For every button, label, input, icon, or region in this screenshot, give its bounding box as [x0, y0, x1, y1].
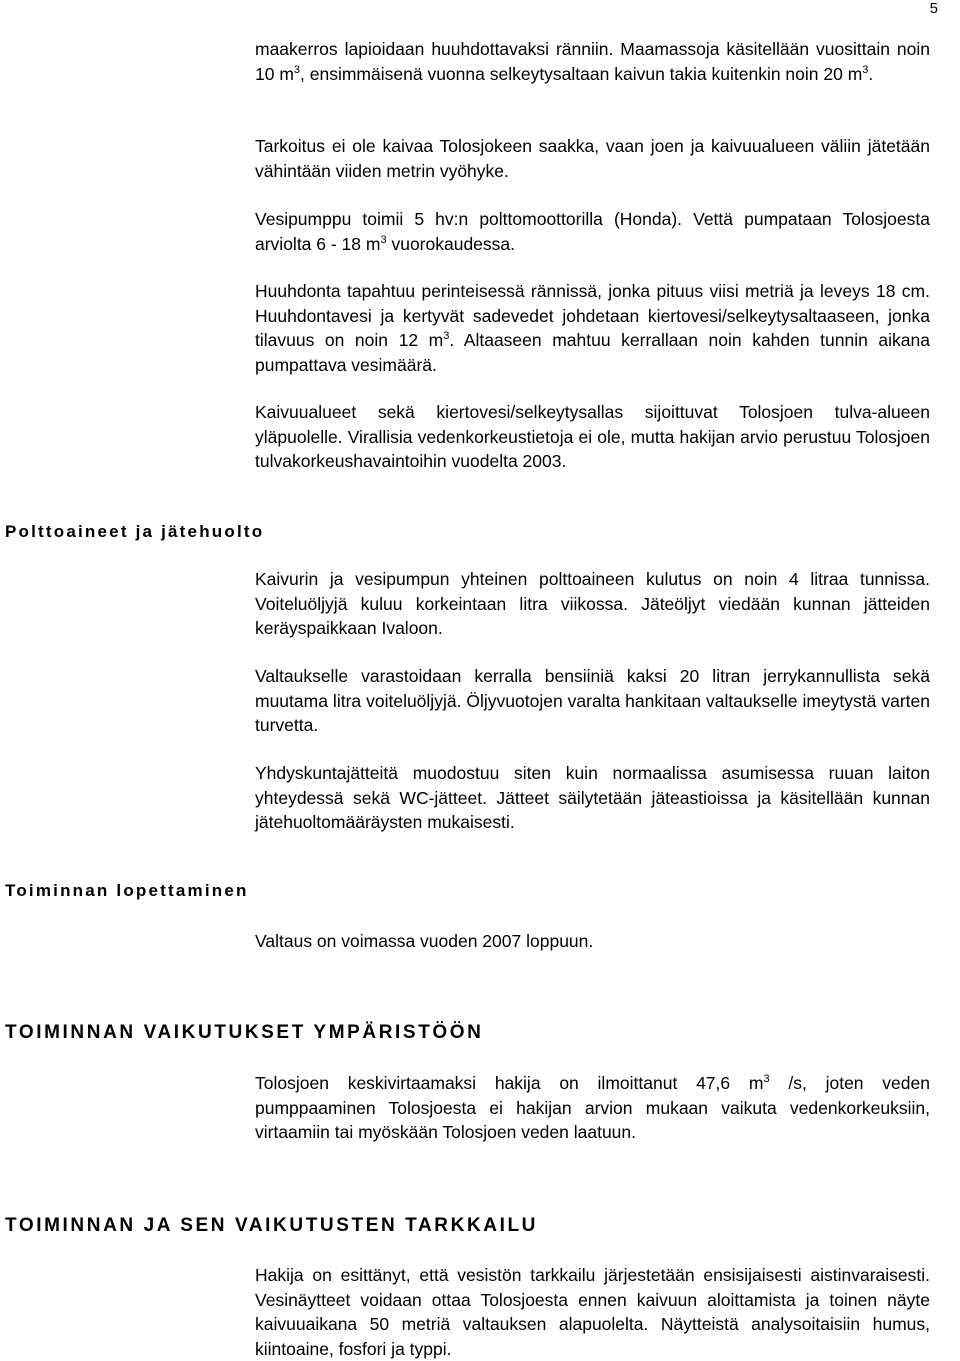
- heading-tarkkailu: TOIMINNAN JA SEN VAIKUTUSTEN TARKKAILU: [5, 1215, 538, 1236]
- heading-polttoaineet: Polttoaineet ja jätehuolto: [5, 522, 265, 541]
- heading-toiminnan-lopettaminen: Toiminnan lopettaminen: [5, 881, 249, 900]
- paragraph-tarkkailu: Hakija on esittänyt, että vesistön tarkkailu järjestetään ensisijaisesti aistinvaraisesti. Vesinäytteet voidaan ottaa Tolosjoesta ennen kaivuun aloittamista ja toinen näyte kaivuuaikana 50 metriä valtauksen alapuolelta. Näytteistä analysoitaisiin humus, kiintoaine, fosfori ja typpi.: [255, 1265, 930, 1359]
- paragraph-maamassat: maakerros lapioidaan huuhdottavaksi ränniin. Maamassoja käsitellään vuosittain noin 10 $m^3$, ensimmäisenä vuonna selkeytysaltaan kaivun takia kuitenkin noin 20 $m^3$.: [255, 39, 930, 84]
- paragraph-yhdyskuntajatteet: Yhdyskuntajätteitä muodostuu siten kuin normaalissa asumisessa ruuan laiton yhteydessä sekä WC-jätteet. Jätteet säilytetään jäteastioissa ja käsitellään kunnan jätehuoltomääräysten mukaisesti.: [255, 763, 930, 832]
- paragraph-polttoaineen-kulutus: Kaivurin ja vesipumpun yhteinen polttoaineen kulutus on noin 4 litraa tunnissa. Voiteluöljyjä kuluu korkeintaan litra viikossa. Jäteöljyt viedään kunnan jätteiden keräyspaikkaan Ivaloon.: [255, 569, 930, 638]
- paragraph-vyohyke: Tarkoitus ei ole kaivaa Tolosjokeen saakka, vaan joen ja kaivuualueen väliin jätetään vähintään viiden metrin vyöhyke.: [255, 136, 930, 181]
- paragraph-kaivuualueet: Kaivuualueet sekä kiertovesi/selkeytysallas sijoittuvat Tolosjoen tulva-alueen yläpuolelle. Virallisia vedenkorkeustietoja ei ole, mutta hakijan arvio perustuu Tolosjoen tulvakorkeushavaintoihin vuodelta 2003.: [255, 402, 930, 471]
- page-number: 5: [929, 0, 938, 17]
- paragraph-huuhdonta: Huuhdonta tapahtuu perinteisessä rännissä, jonka pituus viisi metriä ja leveys 18 cm. Huuhdontavesi ja kertyvät sadevedet johdetaan kiertovesi/selkeytysaltaaseen, jonka tilavuus on noin 12 $m^3$. Altaaseen mahtuu kerrallaan noin kahden tunnin aikana pumpattava vesimäärä.: [255, 281, 930, 375]
- heading-vaikutukset-ymparistoon: TOIMINNAN VAIKUTUKSET YMPÄRISTÖÖN: [5, 1022, 484, 1043]
- paragraph-varastointi: Valtaukselle varastoidaan kerralla bensiiniä kaksi 20 litran jerrykannullista sekä muutama litra voiteluöljyjä. Öljyvuotojen varalta hankitaan valtaukselle imeytystä varten turvetta.: [255, 666, 930, 735]
- paragraph-vesipumppu: Vesipumppu toimii 5 hv:n polttomoottorilla (Honda). Vettä pumpataan Tolosjoesta arviolta 6 - 18 $m^3$ vuorokaudessa.: [255, 209, 930, 254]
- paragraph-keskivirtaama: Tolosjoen keskivirtaamaksi hakija on ilmoittanut 47,6 $m^3$ /s, joten veden pumppaaminen Tolosjoesta ei hakijan arvion mukaan vaikuta vedenkorkeuksiin, virtaamiin tai myöskään Tolosjoen veden laatuun.: [255, 1073, 930, 1142]
- paragraph-valtaus-voimassa: Valtaus on voimassa vuoden 2007 loppuun.: [255, 931, 594, 951]
